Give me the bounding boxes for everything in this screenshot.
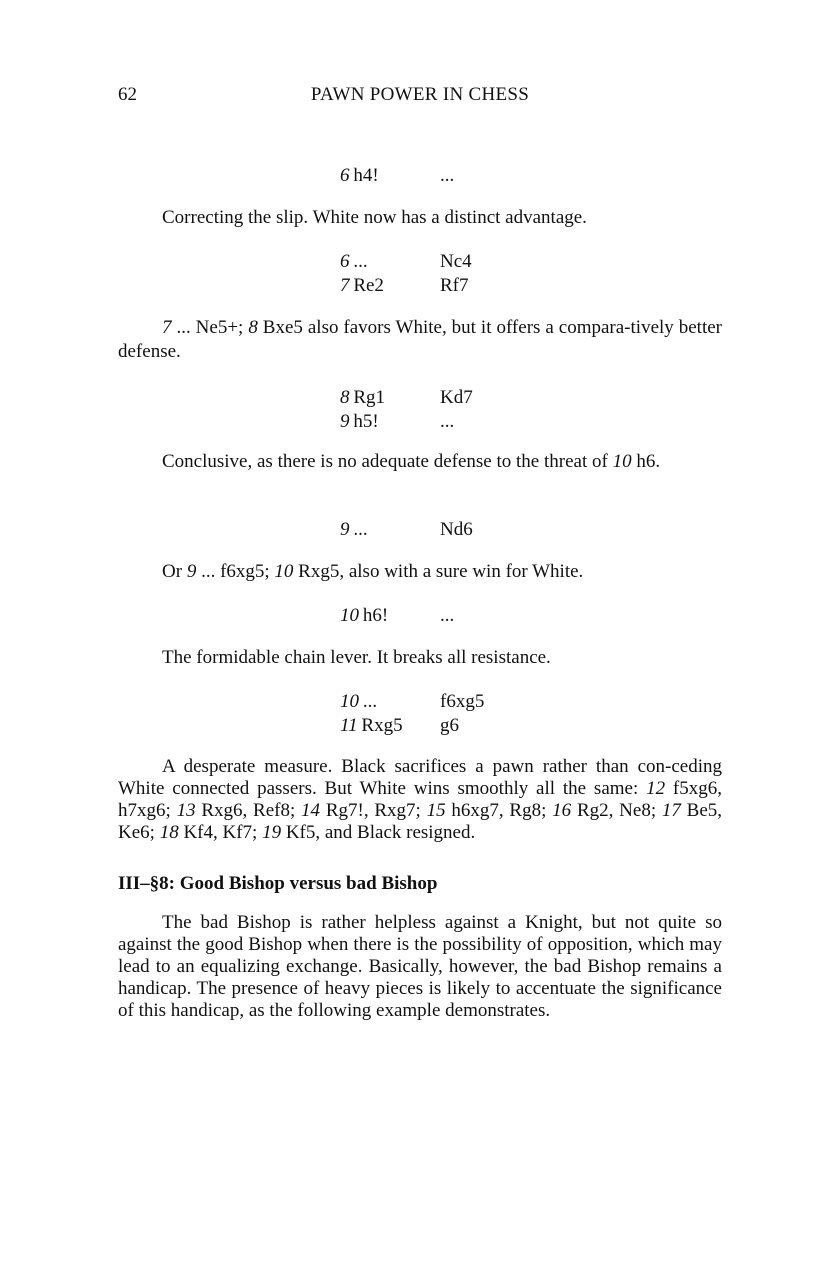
black-move: f6xg5 [440, 691, 485, 712]
move-line [340, 164, 454, 188]
white-move: Re2 [353, 275, 384, 296]
black-move: Kd7 [440, 387, 473, 408]
move-number: 8 [340, 387, 350, 408]
move-number: 10 [340, 691, 359, 712]
paragraph: The formidable chain lever. It breaks all resistance. [162, 647, 551, 668]
black-move: Nd6 [440, 519, 473, 540]
black-move: Rf7 [440, 275, 469, 296]
move-line [340, 250, 472, 274]
page-number: 62 [118, 84, 137, 105]
move-number: 9 [340, 519, 350, 540]
move-number: 7 [340, 275, 350, 296]
move-number: 6 [340, 251, 350, 272]
white-move: ... [353, 251, 368, 272]
move-line [340, 690, 484, 714]
page-header [118, 84, 722, 108]
move-number: 11 [340, 715, 358, 736]
paragraph: Correcting the slip. White now has a distinct advantage. [162, 207, 587, 228]
move-line [340, 274, 469, 298]
move-line [340, 714, 459, 738]
black-move: ... [440, 411, 455, 432]
black-move: ... [440, 165, 455, 186]
white-move: h4! [353, 165, 379, 186]
move-number: 10 [340, 605, 359, 626]
white-move: Rg1 [353, 387, 385, 408]
paragraph: The bad Bishop is rather helpless against a Knight, but not quite so against the good Bishop when there is the possibility of opposition, which may lead to an equalizing exchange. Basically, however, the bad Bishop remains a handicap. The presence of heavy pieces is likely to accentuate the significance of this handicap, as the following example demonstrates. [118, 912, 722, 1021]
running-head: PAWN POWER IN CHESS [310, 84, 530, 105]
paragraph: 7 ... Ne5+; 8 Bxe5 also favors White, but it offers a compara-tively better defense. [118, 317, 722, 362]
move-line [340, 518, 473, 542]
move-line [340, 410, 454, 434]
paragraph: Conclusive, as there is no adequate defense to the threat of 10 h6. [162, 451, 661, 472]
black-move: Nc4 [440, 251, 472, 272]
move-number: 9 [340, 411, 350, 432]
white-move: ... [362, 691, 378, 712]
white-move: ... [353, 519, 368, 540]
move-number: 6 [340, 165, 350, 186]
white-move: h6! [362, 605, 389, 626]
paragraph: Or 9 ... f6xg5; 10 Rxg5, also with a sure win for White. [162, 561, 584, 582]
white-move: h5! [353, 411, 379, 432]
move-line [340, 386, 473, 410]
move-line [340, 604, 454, 628]
paragraph: A desperate measure. Black sacrifices a pawn rather than con-ceding White connected passers. But White wins smoothly all the same: 12 f5xg6, h7xg6; 13 Rxg6, Ref8; 14 Rg7!, Rxg7; 15 h6xg7, Rg8; 16 Rg2, Ne8; 17 Be5, Ke6; 18 Kf4, Kf7; 19 Kf5, and Black resigned. [118, 756, 723, 843]
black-move: g6 [440, 715, 459, 736]
section-heading: III–§8: Good Bishop versus bad Bishop [118, 873, 438, 894]
white-move: Rxg5 [361, 715, 403, 736]
black-move: ... [440, 605, 455, 626]
